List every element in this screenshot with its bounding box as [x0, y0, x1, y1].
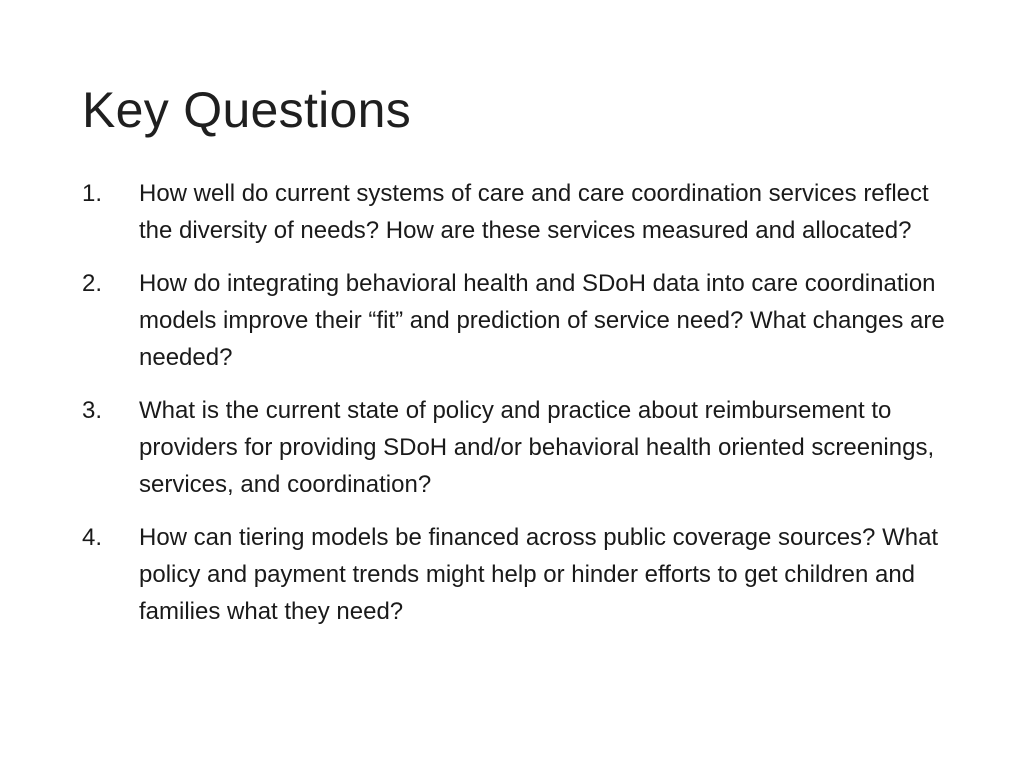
list-item-text: What is the current state of policy and practice about reimbursement to providers for providing SDoH and/or behavioral health oriented screenings, services, and coordination?	[139, 397, 935, 498]
list-item-number: 4.	[82, 524, 103, 551]
list-item-text: How well do current systems of care and care coordination services reflect the diversity of needs? How are these services measured and allocated?	[139, 180, 929, 244]
list-item	[82, 265, 952, 376]
question-list	[82, 175, 952, 646]
slide-title: Key Questions	[82, 82, 412, 138]
list-item	[82, 175, 952, 249]
list-item-text: How do integrating behavioral health and SDoH data into care coordination models improve their “fit” and prediction of service need? What changes are needed?	[139, 270, 945, 371]
list-item	[82, 392, 952, 503]
list-item	[82, 519, 952, 630]
list-item-text: How can tiering models be financed across public coverage sources? What policy and payment trends might help or hinder efforts to get children and families what they need?	[139, 524, 939, 625]
list-item-number: 3.	[82, 397, 103, 424]
list-item-number: 2.	[82, 270, 103, 297]
list-item-number: 1.	[82, 180, 103, 207]
